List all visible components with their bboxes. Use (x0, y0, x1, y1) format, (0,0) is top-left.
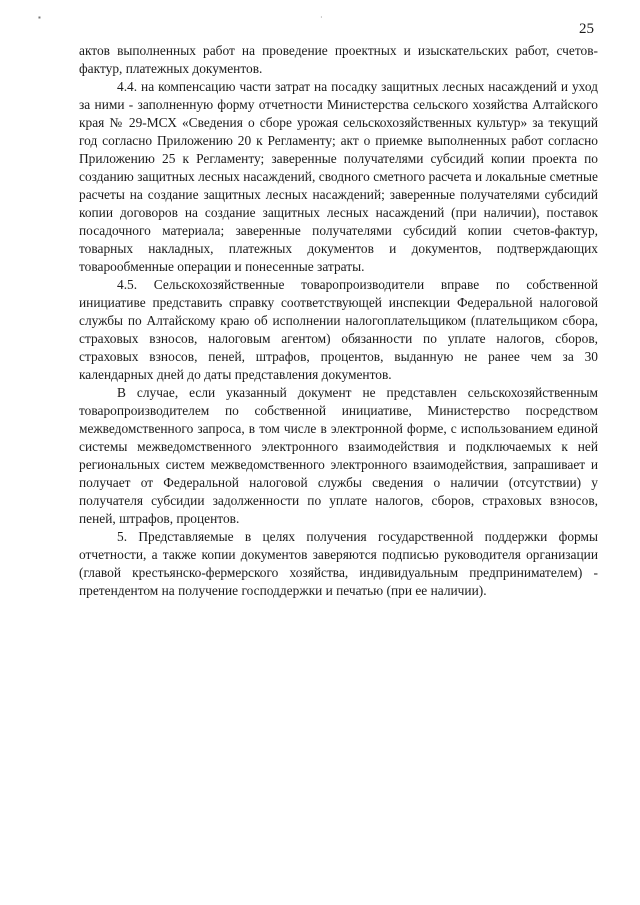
document-body (79, 42, 598, 600)
paragraph-continuation: актов выполненных работ на проведение проектных и изыскательских работ, счетов-фактур, платежных документов. (79, 43, 598, 76)
paragraph-4-4: 4.4. на компенсацию части затрат на посадку защитных лесных насаждений и уход за ними - заполненную форму отчетности Министерства сельского хозяйства Алтайского края № 29-МСХ «Сведения о сборе урожая сельскохозяйственных культур» за текущий год согласно Приложению 20 к Регламенту; акт о приемке выполненных работ согласно Приложению 25 к Регламенту; заверенные получателями субсидий копии проекта по созданию защитных лесных насаждений, сводного сметного расчета и локальные сметные расчеты на создание защитных лесных насаждений; заверенные получателями субсидий копии договоров на создание защитных лесных насаждений (при наличии), поставок посадочного материала; заверенные получателями субсидий копии счетов-фактур, товарных накладных, платежных документов и документов, подтверждающих товарообменные операции и понесенные затраты. (79, 79, 598, 274)
scan-artifact-mark: ▪ (38, 13, 41, 22)
paragraph-5: 5. Представляемые в целях получения государственной поддержки формы отчетности, а также копии документов заверяются подписью руководителя организации (главой крестьянско-фермерского хозяйства, индивидуальным предпринимателем) - претендентом на получение господдержки и печатью (при ее наличии). (79, 529, 598, 598)
paragraph-4-5: 4.5. Сельскохозяйственные товаропроизводители вправе по собственной инициативе представить справку соответствующей инспекции Федеральной налоговой службы по Алтайскому краю об исполнении налогоплательщиком (плательщиком сбора, страховых взносов, налоговым агентом) обязанности по уплате налогов, сборов, страховых взносов, пеней, штрафов, процентов, выданную не ранее чем за 30 календарных дней до даты представления документов. (79, 277, 598, 382)
page-number: 25 (579, 21, 594, 37)
scan-artifact-mark: · (320, 13, 323, 22)
paragraph-interagency-request: В случае, если указанный документ не представлен сельскохозяйственным товаропроизводителем по собственной инициативе, Министерство посредством межведомственного запроса, в том числе в электронной форме, с использованием единой системы межведомственного электронного взаимодействия и подключаемых к ней региональных систем межведомственного электронного взаимодействия, запрашивает и получает от Федеральной налоговой службы сведения о наличии (отсутствии) у получателя субсидии задолженности по уплате налогов, сборов, страховых взносов, пеней, штрафов, процентов. (79, 385, 598, 526)
